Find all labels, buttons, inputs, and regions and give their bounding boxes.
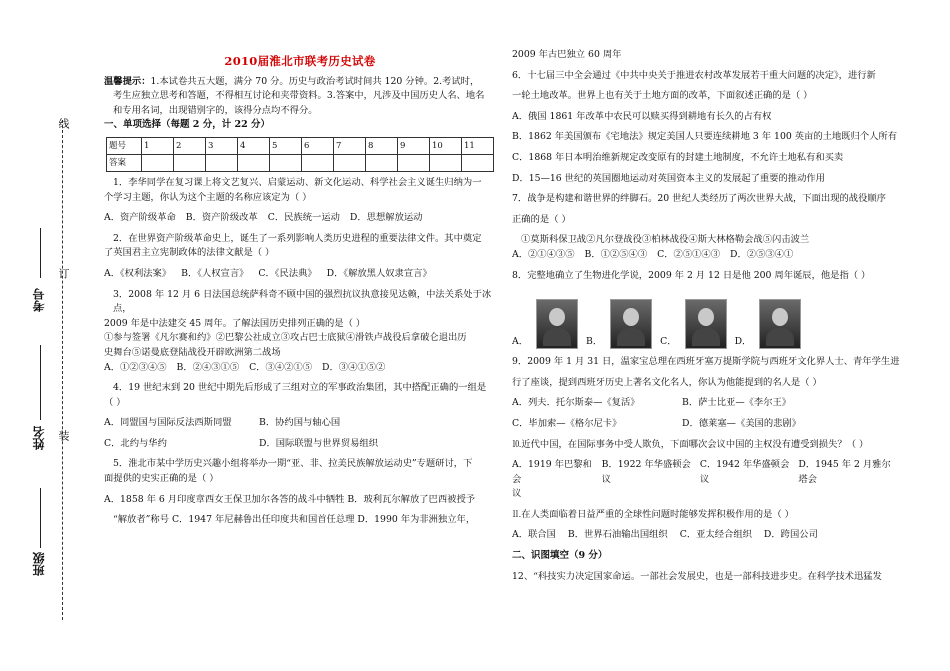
question-text: （ ） xyxy=(104,396,126,408)
tip-label: 温馨提示： xyxy=(104,75,151,87)
option: B．1922 年华盛顿会议 xyxy=(601,459,691,485)
option: A．《权利法案》 xyxy=(104,267,172,279)
option: C．1868 年日本明治维新规定改变原有的封建土地制度，不允许土地私有和买卖 xyxy=(512,151,844,163)
answer-table-answer-head: 答案 xyxy=(107,154,142,171)
seal-char-mount: 装 xyxy=(57,430,70,441)
question-text: 1．李华同学在复习课上将文艺复兴、启蒙运动、新文化运动、科学社会主义诞生归纳为一 xyxy=(113,176,482,188)
answer-cell[interactable] xyxy=(238,154,270,171)
option: C．②⑤①④③ xyxy=(657,248,721,260)
question-text: 3．2008 年 12 月 6 日法国总统萨科奇不顾中国的强烈抗议执意接见达赖，中法关系处于冰点， xyxy=(113,288,492,315)
question-text: 史舞台⑤诺曼底登陆战役开辟欧洲第二战场 xyxy=(104,346,281,358)
answer-cell[interactable] xyxy=(206,154,238,171)
answer-cell[interactable] xyxy=(302,154,334,171)
question-text: 2009 年是中法建交 45 周年。了解法国历史排列正确的是（ ） xyxy=(104,317,366,329)
answer-table xyxy=(106,137,494,172)
option: D．跨国公司 xyxy=(763,529,818,541)
question-options xyxy=(104,416,496,451)
option: A．资产阶级革命 xyxy=(104,212,176,224)
answer-number: 1 xyxy=(142,137,174,154)
class-blank[interactable] xyxy=(40,488,41,548)
answer-number: 8 xyxy=(366,137,398,154)
question-text: 面提供的史实正确的是（ ） xyxy=(104,473,219,485)
question-text: ①参与签署《凡尔赛和约》②巴黎公社成立③攻占巴士底狱④滑铁卢战役后拿破仑退出历 xyxy=(104,332,467,344)
question-text: 了英国君主立宪制政体的法律文献是（ ） xyxy=(104,247,275,259)
exam-title: 2010届淮北市联考历史试卷 xyxy=(224,54,376,68)
question-options xyxy=(104,211,496,226)
portrait-image xyxy=(610,299,652,349)
question-options xyxy=(512,528,900,543)
option: D．③④①⑤② xyxy=(322,361,386,373)
question-6 xyxy=(512,69,900,187)
option: A．列夫．托尔斯泰—《复活》 xyxy=(512,397,640,409)
name-blank[interactable] xyxy=(40,345,41,420)
question-text: “解放者”称号 C．1947 年尼赫鲁出任印度共和国首任总理 D．1990 年为非洲独立年， xyxy=(113,514,476,526)
option: D．国际联盟与世界贸易组织 xyxy=(259,437,379,449)
option: D．《解放黑人奴隶宣言》 xyxy=(326,267,432,279)
option-continued: 议 xyxy=(512,488,522,500)
tip-line-3: 和专用名词，出现错别字的，该得分点均不得分。 xyxy=(113,104,318,116)
question-options xyxy=(512,458,900,487)
question-options xyxy=(512,396,900,431)
question-text: 一轮土地改革。世界上也有关于土地方面的改革，下面叙述正确的是（ ） xyxy=(512,90,813,102)
question-12: 12、“科技实力决定国家命运。一部社会发展史，也是一部科技进步史。在科学技术迅猛发 xyxy=(512,570,882,582)
question-10 xyxy=(512,438,900,502)
option: A．①②③④⑤ xyxy=(104,361,167,373)
answer-number: 5 xyxy=(270,137,302,154)
question-2 xyxy=(104,232,496,282)
option: A．联合国 xyxy=(512,529,556,541)
answer-number: 3 xyxy=(206,137,238,154)
option: D．德莱塞—《美国的悲剧》 xyxy=(682,417,802,429)
exam-tip xyxy=(104,75,496,119)
answer-cell[interactable] xyxy=(366,154,398,171)
option: C．1942 年华盛顿会议 xyxy=(699,459,790,485)
option-label: D． xyxy=(734,335,752,347)
question-text: 9．2009 年 1 月 31 日，温家宝总理在西班牙塞万提斯学院与西班牙文化界人士、青年学生进 xyxy=(512,356,900,368)
option: A．1919 年巴黎和会 xyxy=(512,459,592,485)
option: B．资产阶级改革 xyxy=(185,212,258,224)
option: C．毕加索—《格尔尼卡》 xyxy=(512,417,622,429)
question-7 xyxy=(512,192,900,262)
answer-table-number-head: 题号 xyxy=(107,137,142,154)
question-3 xyxy=(104,288,496,376)
left-column xyxy=(104,0,496,528)
seal-char-bind: 订 xyxy=(57,268,70,279)
section-2-heading: 二、识图填空（9 分） xyxy=(512,550,608,562)
option: B．协约国与轴心国 xyxy=(259,417,341,429)
class-label: 班级 xyxy=(32,552,46,576)
question-text: A．1858 年 6 月印度章西女王保卫加尔各答的战斗中牺牲 B．玻利瓦尔解放了巴西被授予 xyxy=(104,493,476,505)
answer-cell[interactable] xyxy=(270,154,302,171)
option: A．俄国 1861 年改革中农民可以赎买得到耕地有长久的占有权 xyxy=(512,110,772,122)
option-label: B． xyxy=(586,335,603,347)
answer-table-number-row xyxy=(107,137,494,154)
question-text: 2．在世界资产阶级革命史上，诞生了一系列影响人类历史进程的重要法律文件。其中奠定 xyxy=(113,232,482,244)
question-11 xyxy=(512,508,900,543)
question-options xyxy=(104,267,496,282)
continued-text: 2009 年古巴独立 60 周年 xyxy=(512,49,622,60)
answer-cell[interactable] xyxy=(430,154,462,171)
option: C．亚太经合组织 xyxy=(679,529,752,541)
portrait-image xyxy=(536,299,578,349)
section-1-heading: 一、单项选择（每题 2 分，计 22 分） xyxy=(104,119,271,131)
answer-cell[interactable] xyxy=(174,154,206,171)
option: C．北约与华约 xyxy=(104,437,167,449)
number-blank[interactable] xyxy=(40,228,41,278)
question-4 xyxy=(104,381,496,451)
answer-cell[interactable] xyxy=(142,154,174,171)
question-text: 4．19 世纪末到 20 世纪中期先后形成了三组对立的军事政治集团，其中搭配正确的一组是 xyxy=(113,382,487,394)
option: B．②④③①⑤ xyxy=(176,361,240,373)
answer-number: 10 xyxy=(430,137,462,154)
tip-line-2: 考生应独立思考和答题，不得相互讨论和夹带资料。3.答案中，凡涉及中国历史人名、地名 xyxy=(113,90,485,102)
answer-table-answer-row xyxy=(107,154,494,171)
seal-dotted-line xyxy=(62,120,63,620)
option: B．萨士比亚—《李尔王》 xyxy=(682,397,792,409)
option-label: A． xyxy=(512,335,529,347)
question-text: 6．十七届三中全会通过《中共中央关于推进农村改革发展若干重大问题的决定》，进行新 xyxy=(512,69,876,81)
portrait-image xyxy=(759,299,801,349)
question-text: ①莫斯科保卫战②凡尔登战役③柏林战役④斯大林格勒会战⑤闪击波兰 xyxy=(521,234,810,246)
question-text: 行了座谈，提到西班牙历史上著名文化名人，你认为他能提到的名人是（ ） xyxy=(512,376,822,388)
option: B．世界石油输出国组织 xyxy=(567,529,668,541)
question-8 xyxy=(512,269,900,350)
right-column xyxy=(512,0,900,584)
answer-number: 11 xyxy=(462,137,494,154)
question-5 xyxy=(104,457,496,527)
answer-number: 7 xyxy=(334,137,366,154)
option-label: C． xyxy=(660,335,677,347)
question-text: 5．淮北市某中学历史兴趣小组将举办一期“亚、非、拉美民族解放运动史”专题研讨，下 xyxy=(113,458,473,470)
portrait-options xyxy=(512,289,900,349)
option: B．1862 年美国颁布《宅地法》规定美国人只要连续耕地 3 年 100 英亩的土地既归个人所有 xyxy=(512,131,898,143)
question-text: 正确的是（ ） xyxy=(512,213,571,225)
binding-margin xyxy=(0,0,100,671)
answer-cell[interactable] xyxy=(462,154,494,171)
question-options xyxy=(512,248,900,263)
number-label: 考号 xyxy=(32,288,46,312)
answer-number: 9 xyxy=(398,137,430,154)
option: A．同盟国与国际反法西斯同盟 xyxy=(104,417,232,429)
option: D．思想解放运动 xyxy=(349,212,423,224)
answer-number: 4 xyxy=(238,137,270,154)
name-label: 姓名 xyxy=(32,426,46,450)
question-text: 8．完整地确立了生物进化学说，2009 年 2 月 12 日是他 200 周年诞辰，他是指（ ） xyxy=(512,269,871,281)
option: C．《民法典》 xyxy=(258,267,317,279)
question-text: ⒒在人类面临着日益严重的全球性问题时能够发挥积极作用的是（ ） xyxy=(512,508,794,520)
answer-cell[interactable] xyxy=(334,154,366,171)
question-text: 7．战争是构建和谐世界的绊脚石。20 世纪人类经历了两次世界大战，下面出现的战役顺序 xyxy=(512,193,886,205)
question-text: 个学习主题，你认为这个主题的名称应该定为（ ） xyxy=(104,191,312,203)
portrait-image xyxy=(685,299,727,349)
answer-cell[interactable] xyxy=(398,154,430,171)
question-1 xyxy=(104,176,496,226)
question-text: ⒑近代中国，在国际事务中受人欺负，下面哪次会议中国的主权没有遭受到损失？（ ） xyxy=(512,438,869,450)
option: C．民族统一运动 xyxy=(267,212,340,224)
option: B．①②⑤④③ xyxy=(584,248,648,260)
answer-number: 6 xyxy=(302,137,334,154)
option: D．②⑤③④① xyxy=(730,248,794,260)
question-9 xyxy=(512,355,900,431)
option: B．《人权宣言》 xyxy=(181,267,249,279)
answer-number: 2 xyxy=(174,137,206,154)
option: D．15—16 世纪的英国圈地运动对英国资本主义的发展起了重要的推动作用 xyxy=(512,172,825,184)
tip-line-1: 1.本试卷共五大题，满分 70 分。历史与政治考试时间共 120 分钟。2.考试时， xyxy=(150,75,480,87)
question-options xyxy=(104,361,496,376)
option: C．③④②①⑤ xyxy=(249,361,313,373)
option: D．1945 年 2 月雅尔塔会 xyxy=(798,459,891,485)
seal-char-line: 线 xyxy=(57,118,70,129)
option: A．②①④③⑤ xyxy=(512,248,575,260)
